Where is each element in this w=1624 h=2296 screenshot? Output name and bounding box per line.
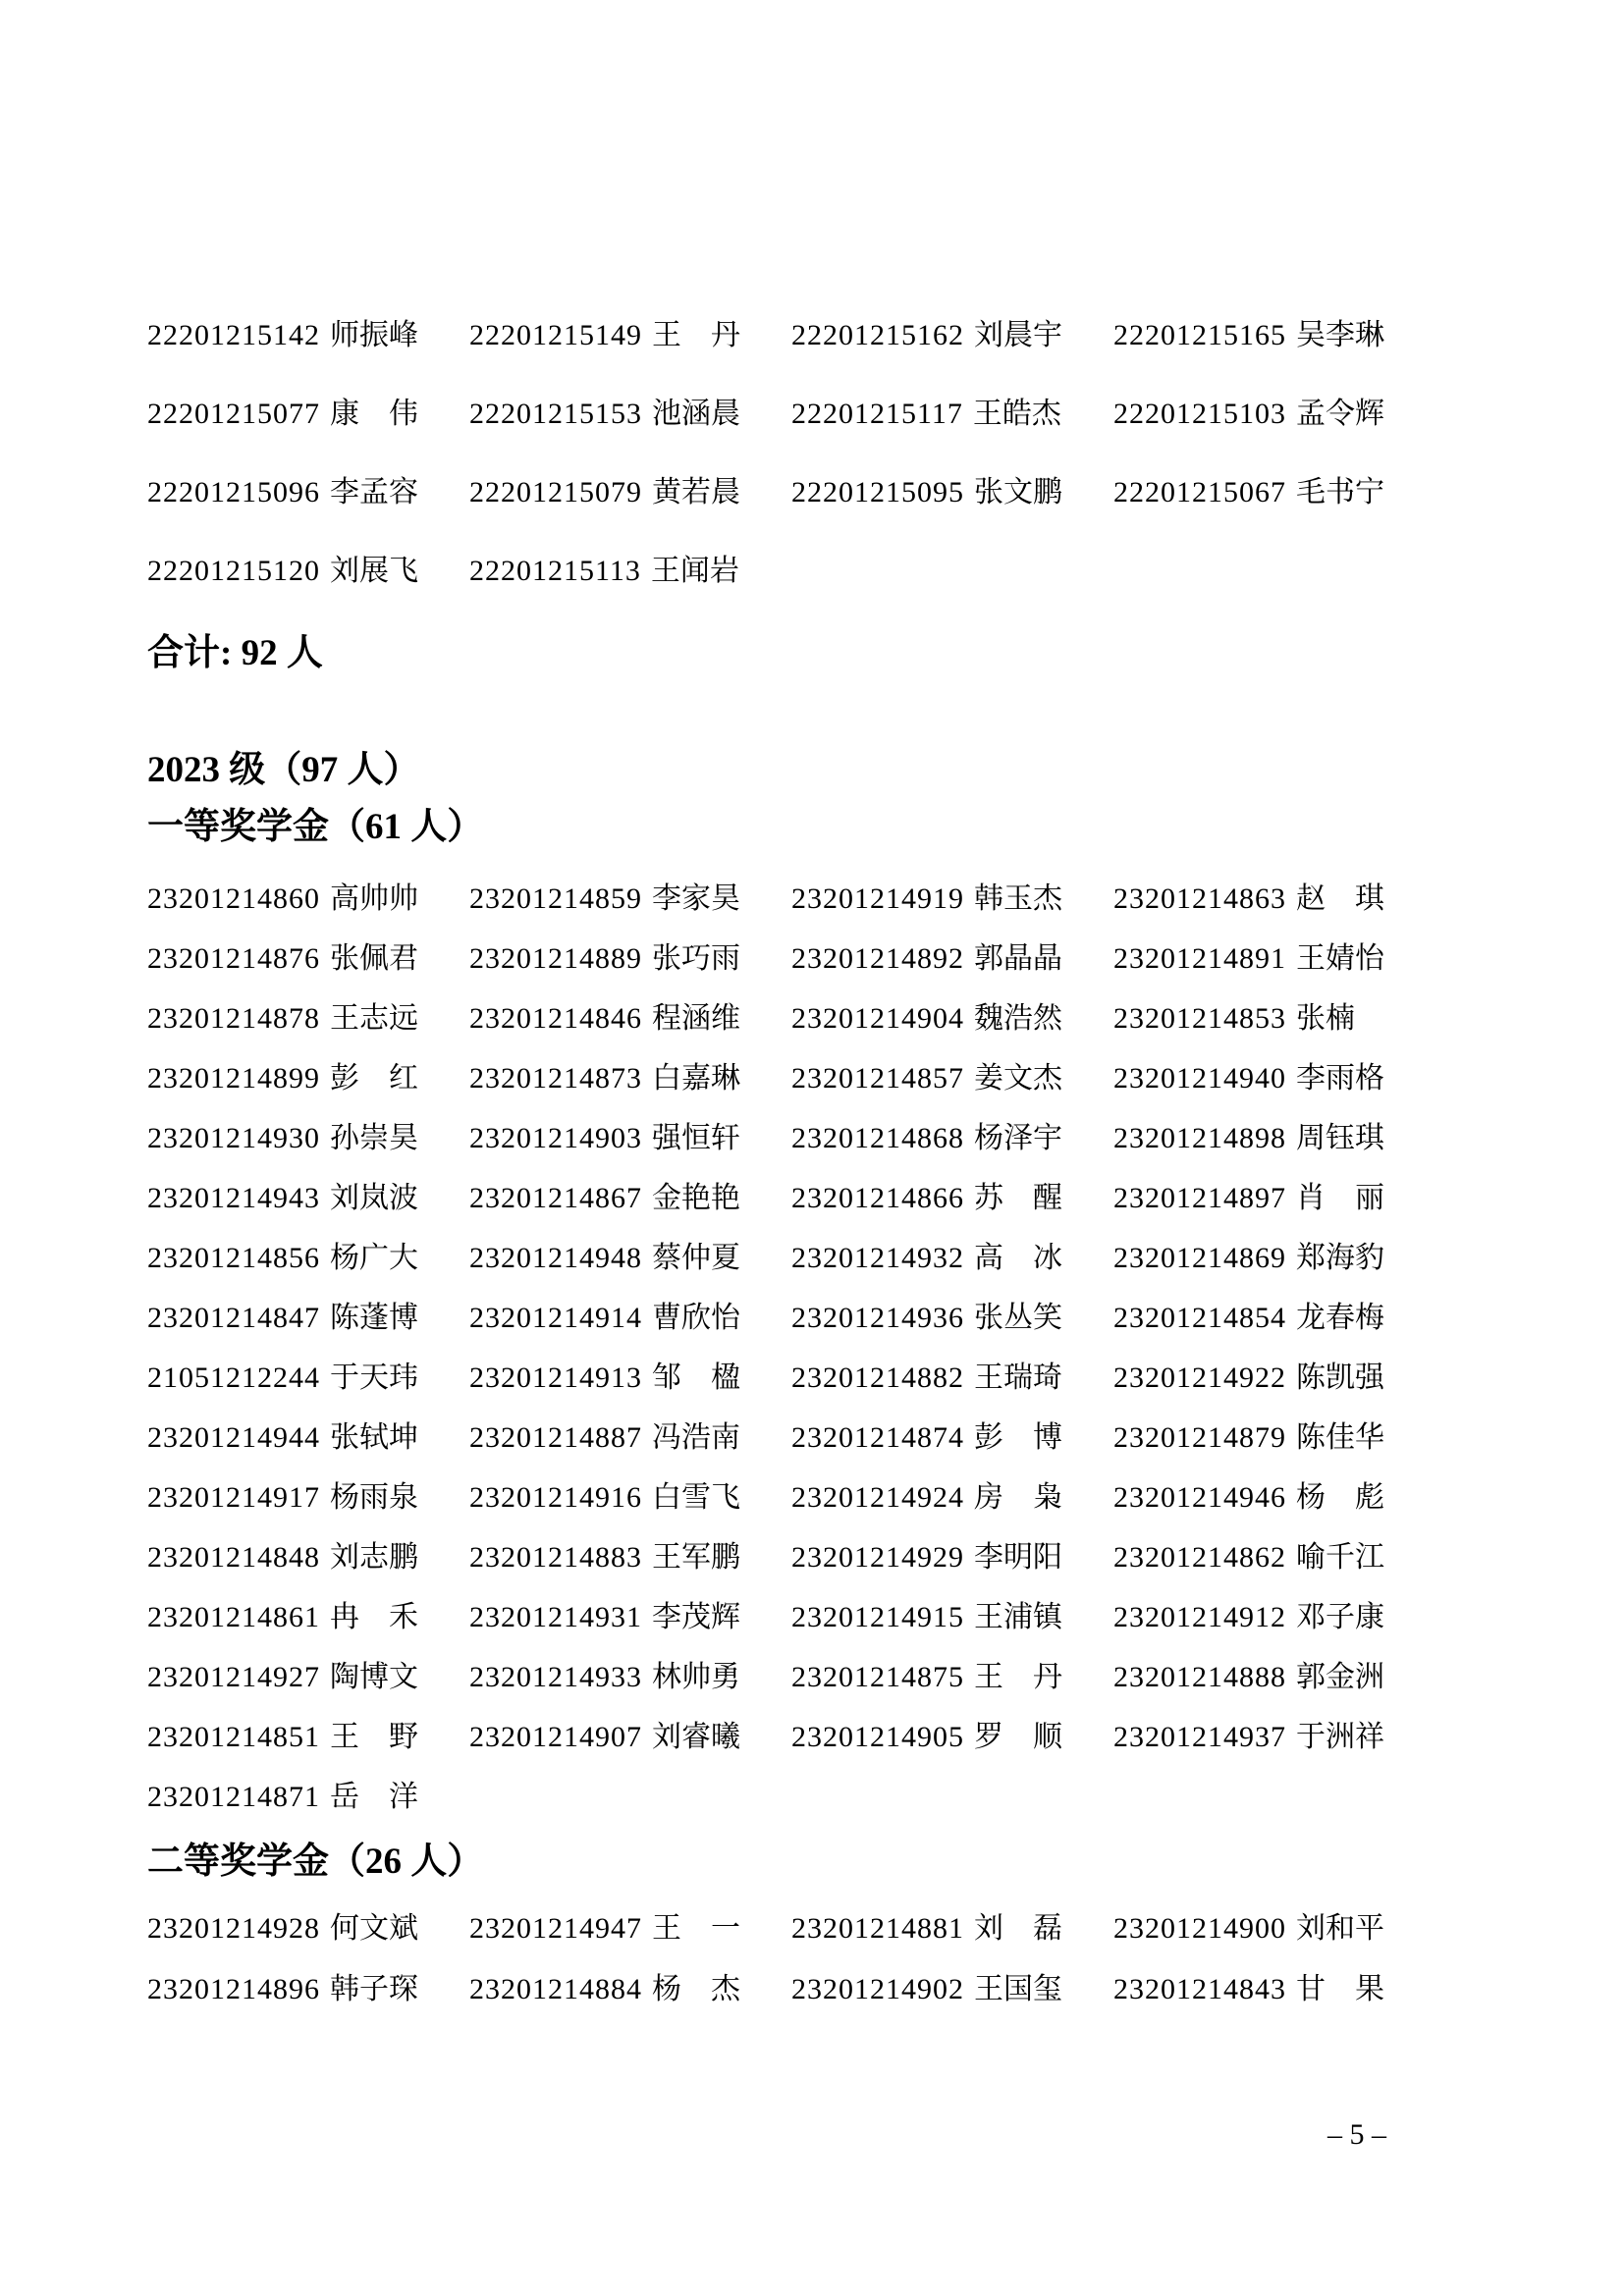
student-id: 22201215149 <box>469 319 642 351</box>
student-id: 23201214892 <box>791 942 964 975</box>
student-entry <box>147 1063 469 1095</box>
student-id: 23201214848 <box>147 1541 320 1574</box>
student-id: 23201214912 <box>1113 1601 1286 1633</box>
student-entry <box>791 1003 1113 1035</box>
student-id: 23201214866 <box>791 1182 964 1214</box>
roster-row <box>147 1974 1443 2005</box>
roster-second-award <box>147 1913 1443 2005</box>
student-entry <box>147 1003 469 1035</box>
student-name: 陶博文 <box>330 1661 418 1693</box>
student-entry <box>791 399 1113 430</box>
student-name: 金艳艳 <box>652 1182 740 1214</box>
student-entry <box>147 1482 469 1514</box>
student-entry <box>1113 943 1435 975</box>
student-id: 23201214873 <box>469 1062 642 1095</box>
student-name: 罗 顺 <box>974 1721 1062 1753</box>
student-name: 王军鹏 <box>652 1541 740 1574</box>
student-name: 龙春梅 <box>1296 1302 1384 1334</box>
student-id: 22201215103 <box>1113 398 1286 430</box>
student-id: 23201214843 <box>1113 1973 1286 2005</box>
student-entry <box>469 1722 791 1753</box>
student-entry <box>791 1123 1113 1154</box>
student-entry <box>147 556 469 587</box>
student-id: 23201214946 <box>1113 1481 1286 1514</box>
student-name: 师振峰 <box>330 319 418 351</box>
student-entry <box>469 1913 791 1945</box>
roster-row <box>147 1063 1443 1095</box>
student-id: 23201214853 <box>1113 1002 1286 1035</box>
student-entry <box>791 1362 1113 1394</box>
student-entry <box>469 1183 791 1214</box>
student-name: 蔡仲夏 <box>652 1242 740 1274</box>
student-name: 李孟容 <box>330 476 418 508</box>
student-name: 孟令辉 <box>1296 398 1384 430</box>
student-id: 23201214888 <box>1113 1661 1286 1693</box>
student-name: 王瑞琦 <box>974 1362 1062 1394</box>
student-id: 23201214947 <box>469 1912 642 1945</box>
student-id: 23201214875 <box>791 1661 964 1693</box>
student-name: 杨泽宇 <box>974 1122 1062 1154</box>
student-id: 23201214930 <box>147 1122 320 1154</box>
student-id: 23201214878 <box>147 1002 320 1035</box>
student-id: 23201214883 <box>469 1541 642 1574</box>
student-id: 23201214900 <box>1113 1912 1286 1945</box>
student-id: 22201215117 <box>791 398 963 430</box>
second-award-heading: 二等奖学金（26 人） <box>147 1842 484 1882</box>
student-id: 23201214867 <box>469 1182 642 1214</box>
student-id: 23201214854 <box>1113 1302 1286 1334</box>
student-name: 肖 丽 <box>1296 1182 1384 1214</box>
student-name: 赵 琪 <box>1296 882 1384 915</box>
student-name: 黄若晨 <box>652 476 740 508</box>
roster-row <box>147 1913 1443 1945</box>
roster-row <box>147 1183 1443 1214</box>
student-name: 杨 彪 <box>1296 1481 1384 1514</box>
student-entry <box>1113 1303 1435 1334</box>
student-entry <box>1113 1183 1435 1214</box>
student-name: 张佩君 <box>330 942 418 975</box>
student-id: 22201215067 <box>1113 476 1286 508</box>
student-name: 冯浩南 <box>652 1421 740 1454</box>
roster-row <box>147 1303 1443 1334</box>
student-entry <box>791 477 1113 508</box>
student-id: 23201214896 <box>147 1973 320 2005</box>
student-name: 曹欣怡 <box>652 1302 740 1334</box>
student-entry <box>1113 477 1435 508</box>
student-id: 23201214851 <box>147 1721 320 1753</box>
student-id: 23201214897 <box>1113 1182 1286 1214</box>
student-entry <box>791 1482 1113 1514</box>
student-name: 张轼坤 <box>330 1421 418 1454</box>
student-id: 23201214922 <box>1113 1362 1286 1394</box>
student-entry <box>147 1542 469 1574</box>
student-name: 周钰琪 <box>1296 1122 1384 1154</box>
student-entry <box>147 1722 469 1753</box>
student-id: 22201215113 <box>469 555 641 587</box>
student-id: 23201214907 <box>469 1721 642 1753</box>
student-id: 23201214913 <box>469 1362 642 1394</box>
student-entry <box>791 1542 1113 1574</box>
student-entry <box>1113 1542 1435 1574</box>
roster-row <box>147 1722 1443 1753</box>
student-id: 23201214914 <box>469 1302 642 1334</box>
document-content <box>147 0 1443 2035</box>
student-entry <box>791 1183 1113 1214</box>
student-name: 王 丹 <box>652 319 740 351</box>
student-id: 23201214948 <box>469 1242 642 1274</box>
student-entry <box>469 1482 791 1514</box>
roster-first-award <box>147 883 1443 1813</box>
student-name: 王国玺 <box>974 1973 1062 2005</box>
student-entry <box>147 477 469 508</box>
student-entry <box>469 1303 791 1334</box>
student-entry <box>791 1303 1113 1334</box>
student-id: 23201214879 <box>1113 1421 1286 1454</box>
student-entry <box>791 943 1113 975</box>
page-number: – 5 – <box>1327 2118 1386 2151</box>
student-entry <box>1113 883 1435 915</box>
student-name: 于洲祥 <box>1296 1721 1384 1753</box>
student-name: 冉 禾 <box>330 1601 418 1633</box>
student-name: 李茂辉 <box>652 1601 740 1633</box>
student-name: 林帅勇 <box>652 1661 740 1693</box>
student-id: 23201214899 <box>147 1062 320 1095</box>
student-id: 22201215153 <box>469 398 642 430</box>
student-id: 23201214943 <box>147 1182 320 1214</box>
student-id: 23201214905 <box>791 1721 964 1753</box>
student-id: 23201214889 <box>469 942 642 975</box>
student-name: 高帅帅 <box>330 882 418 915</box>
student-entry <box>469 1542 791 1574</box>
student-id: 23201214862 <box>1113 1541 1286 1574</box>
student-id: 23201214917 <box>147 1481 320 1514</box>
student-entry <box>1113 1003 1435 1035</box>
student-name: 杨雨泉 <box>330 1481 418 1514</box>
student-name: 陈凯强 <box>1296 1362 1384 1394</box>
student-entry <box>469 1003 791 1035</box>
roster-row <box>147 556 1443 587</box>
student-name: 岳 洋 <box>330 1781 418 1813</box>
student-id: 23201214904 <box>791 1002 964 1035</box>
student-entry <box>147 1183 469 1214</box>
student-entry <box>469 883 791 915</box>
student-name: 王闻岩 <box>650 555 739 587</box>
student-name: 李雨格 <box>1296 1062 1384 1095</box>
student-id: 23201214902 <box>791 1973 964 2005</box>
student-entry <box>469 1123 791 1154</box>
student-id: 23201214928 <box>147 1912 320 1945</box>
student-name: 王 野 <box>330 1721 418 1753</box>
student-id: 23201214898 <box>1113 1122 1286 1154</box>
student-id: 22201215096 <box>147 476 320 508</box>
student-entry <box>147 1303 469 1334</box>
student-id: 22201215079 <box>469 476 642 508</box>
roster-row <box>147 1003 1443 1035</box>
student-entry <box>791 1063 1113 1095</box>
student-id: 23201214869 <box>1113 1242 1286 1274</box>
student-id: 23201214931 <box>469 1601 642 1633</box>
student-name: 杨广大 <box>330 1242 418 1274</box>
student-id: 23201214882 <box>791 1362 964 1394</box>
roster-row <box>147 1123 1443 1154</box>
student-name: 刘晨宇 <box>974 319 1062 351</box>
student-entry <box>469 1362 791 1394</box>
student-id: 23201214916 <box>469 1481 642 1514</box>
student-name: 杨 杰 <box>652 1973 740 2005</box>
student-name: 王 一 <box>652 1912 740 1945</box>
student-entry <box>469 399 791 430</box>
student-id: 23201214859 <box>469 882 642 915</box>
student-entry <box>147 320 469 351</box>
student-name: 李明阳 <box>974 1541 1062 1574</box>
student-entry <box>1113 1123 1435 1154</box>
student-id: 23201214887 <box>469 1421 642 1454</box>
student-id: 22201215120 <box>147 555 320 587</box>
student-name: 刘和平 <box>1296 1912 1384 1945</box>
student-name: 邓子康 <box>1296 1601 1384 1633</box>
roster-row <box>147 1362 1443 1394</box>
student-name: 王皓杰 <box>972 398 1061 430</box>
student-name: 张文鹏 <box>974 476 1062 508</box>
student-name: 房 枭 <box>974 1481 1062 1514</box>
grade-2023-heading: 2023 级（97 人） <box>147 750 420 790</box>
student-entry <box>469 1243 791 1274</box>
student-name: 陈佳华 <box>1296 1421 1384 1454</box>
student-id: 23201214874 <box>791 1421 964 1454</box>
student-name: 王浦镇 <box>974 1601 1062 1633</box>
student-name: 王志远 <box>330 1002 418 1035</box>
total-count-line: 合计: 92 人 <box>147 633 323 673</box>
student-id: 23201214876 <box>147 942 320 975</box>
student-name: 吴李琳 <box>1296 319 1384 351</box>
student-name: 张楠 <box>1296 1002 1355 1035</box>
student-name: 王婧怡 <box>1296 942 1384 975</box>
student-entry <box>791 1913 1113 1945</box>
student-name: 姜文杰 <box>974 1062 1062 1095</box>
student-name: 孙崇昊 <box>330 1122 418 1154</box>
student-entry <box>1113 1422 1435 1454</box>
student-entry <box>469 1974 791 2005</box>
student-id: 21051212244 <box>147 1362 320 1394</box>
student-name: 程涵维 <box>652 1002 740 1035</box>
student-id: 23201214903 <box>469 1122 642 1154</box>
student-id: 23201214847 <box>147 1302 320 1334</box>
student-id: 23201214933 <box>469 1661 642 1693</box>
student-name: 陈蓬博 <box>330 1302 418 1334</box>
roster-row <box>147 883 1443 915</box>
student-entry <box>147 1662 469 1693</box>
student-name: 苏 醒 <box>974 1182 1062 1214</box>
student-entry <box>147 1422 469 1454</box>
student-name: 韩玉杰 <box>974 882 1062 915</box>
student-entry <box>469 556 791 587</box>
student-entry <box>469 1063 791 1095</box>
student-id: 23201214861 <box>147 1601 320 1633</box>
student-entry <box>147 1243 469 1274</box>
student-entry <box>147 1782 469 1813</box>
student-entry <box>147 943 469 975</box>
student-id: 23201214884 <box>469 1973 642 2005</box>
student-id: 23201214868 <box>791 1122 964 1154</box>
student-name: 毛书宁 <box>1296 476 1384 508</box>
student-id: 22201215142 <box>147 319 320 351</box>
student-name: 彭 红 <box>330 1062 418 1095</box>
student-id: 23201214919 <box>791 882 964 915</box>
student-id: 23201214940 <box>1113 1062 1286 1095</box>
student-id: 23201214929 <box>791 1541 964 1574</box>
student-id: 23201214856 <box>147 1242 320 1274</box>
student-id: 23201214944 <box>147 1421 320 1454</box>
student-entry <box>147 1913 469 1945</box>
student-name: 郑海豹 <box>1296 1242 1384 1274</box>
student-entry <box>791 1602 1113 1633</box>
student-entry <box>1113 1722 1435 1753</box>
roster-row <box>147 1602 1443 1633</box>
student-id: 23201214936 <box>791 1302 964 1334</box>
student-name: 池涵晨 <box>652 398 740 430</box>
student-name: 白雪飞 <box>652 1481 740 1514</box>
student-entry <box>791 1722 1113 1753</box>
student-id: 22201215077 <box>147 398 320 430</box>
student-entry <box>147 883 469 915</box>
student-id: 23201214871 <box>147 1781 320 1813</box>
student-name: 刘展飞 <box>330 555 418 587</box>
student-entry <box>1113 1482 1435 1514</box>
roster-row <box>147 943 1443 975</box>
student-id: 23201214891 <box>1113 942 1286 975</box>
student-id: 22201215095 <box>791 476 964 508</box>
student-name: 郭金洲 <box>1296 1661 1384 1693</box>
student-name: 邹 楹 <box>652 1362 740 1394</box>
student-entry <box>469 1602 791 1633</box>
student-name: 康 伟 <box>330 398 418 430</box>
student-id: 23201214857 <box>791 1062 964 1095</box>
student-name: 张巧雨 <box>652 942 740 975</box>
student-id: 23201214846 <box>469 1002 642 1035</box>
roster-row <box>147 1243 1443 1274</box>
student-name: 何文斌 <box>330 1912 418 1945</box>
student-name: 魏浩然 <box>974 1002 1062 1035</box>
roster-row <box>147 1782 1443 1813</box>
student-name: 强恒轩 <box>652 1122 740 1154</box>
student-entry <box>1113 1063 1435 1095</box>
student-name: 于天玮 <box>330 1362 418 1394</box>
student-name: 甘 果 <box>1296 1973 1384 2005</box>
student-entry <box>147 1362 469 1394</box>
student-entry <box>1113 399 1435 430</box>
roster-row <box>147 1422 1443 1454</box>
student-entry <box>147 399 469 430</box>
student-name: 李家昊 <box>652 882 740 915</box>
student-entry <box>791 1974 1113 2005</box>
roster-row <box>147 1482 1443 1514</box>
student-id: 23201214932 <box>791 1242 964 1274</box>
student-name: 喻千江 <box>1296 1541 1384 1574</box>
student-entry <box>469 320 791 351</box>
roster-row <box>147 477 1443 508</box>
student-entry <box>1113 1602 1435 1633</box>
student-name: 王 丹 <box>974 1661 1062 1693</box>
student-id: 23201214860 <box>147 882 320 915</box>
student-entry <box>147 1123 469 1154</box>
roster-row <box>147 1542 1443 1574</box>
student-id: 22201215162 <box>791 319 964 351</box>
student-id: 23201214863 <box>1113 882 1286 915</box>
student-id: 23201214937 <box>1113 1721 1286 1753</box>
student-entry <box>791 883 1113 915</box>
roster-continuation <box>147 0 1443 587</box>
roster-row <box>147 1662 1443 1693</box>
student-name: 刘志鹏 <box>330 1541 418 1574</box>
student-entry <box>469 1662 791 1693</box>
student-entry <box>469 1422 791 1454</box>
student-entry <box>1113 1662 1435 1693</box>
student-entry <box>791 1662 1113 1693</box>
student-entry <box>791 1243 1113 1274</box>
student-name: 刘 磊 <box>974 1912 1062 1945</box>
student-name: 韩子琛 <box>330 1973 418 2005</box>
student-entry <box>791 320 1113 351</box>
student-name: 郭晶晶 <box>974 942 1062 975</box>
student-entry <box>469 943 791 975</box>
roster-row <box>147 399 1443 430</box>
student-entry <box>1113 1362 1435 1394</box>
first-award-heading: 一等奖学金（61 人） <box>147 807 484 847</box>
student-id: 23201214915 <box>791 1601 964 1633</box>
student-id: 23201214927 <box>147 1661 320 1693</box>
student-entry <box>147 1602 469 1633</box>
student-id: 23201214881 <box>791 1912 964 1945</box>
student-name: 张丛笑 <box>974 1302 1062 1334</box>
student-name: 高 冰 <box>974 1242 1062 1274</box>
student-id: 23201214924 <box>791 1481 964 1514</box>
student-entry <box>1113 320 1435 351</box>
student-entry <box>469 477 791 508</box>
student-id: 22201215165 <box>1113 319 1286 351</box>
student-entry <box>1113 1974 1435 2005</box>
student-entry <box>1113 1913 1435 1945</box>
student-entry <box>791 1422 1113 1454</box>
roster-row <box>147 320 1443 351</box>
student-name: 刘睿曦 <box>652 1721 740 1753</box>
student-name: 白嘉琳 <box>652 1062 740 1095</box>
student-entry <box>1113 1243 1435 1274</box>
student-name: 刘岚波 <box>330 1182 418 1214</box>
student-name: 彭 博 <box>974 1421 1062 1454</box>
student-entry <box>147 1974 469 2005</box>
